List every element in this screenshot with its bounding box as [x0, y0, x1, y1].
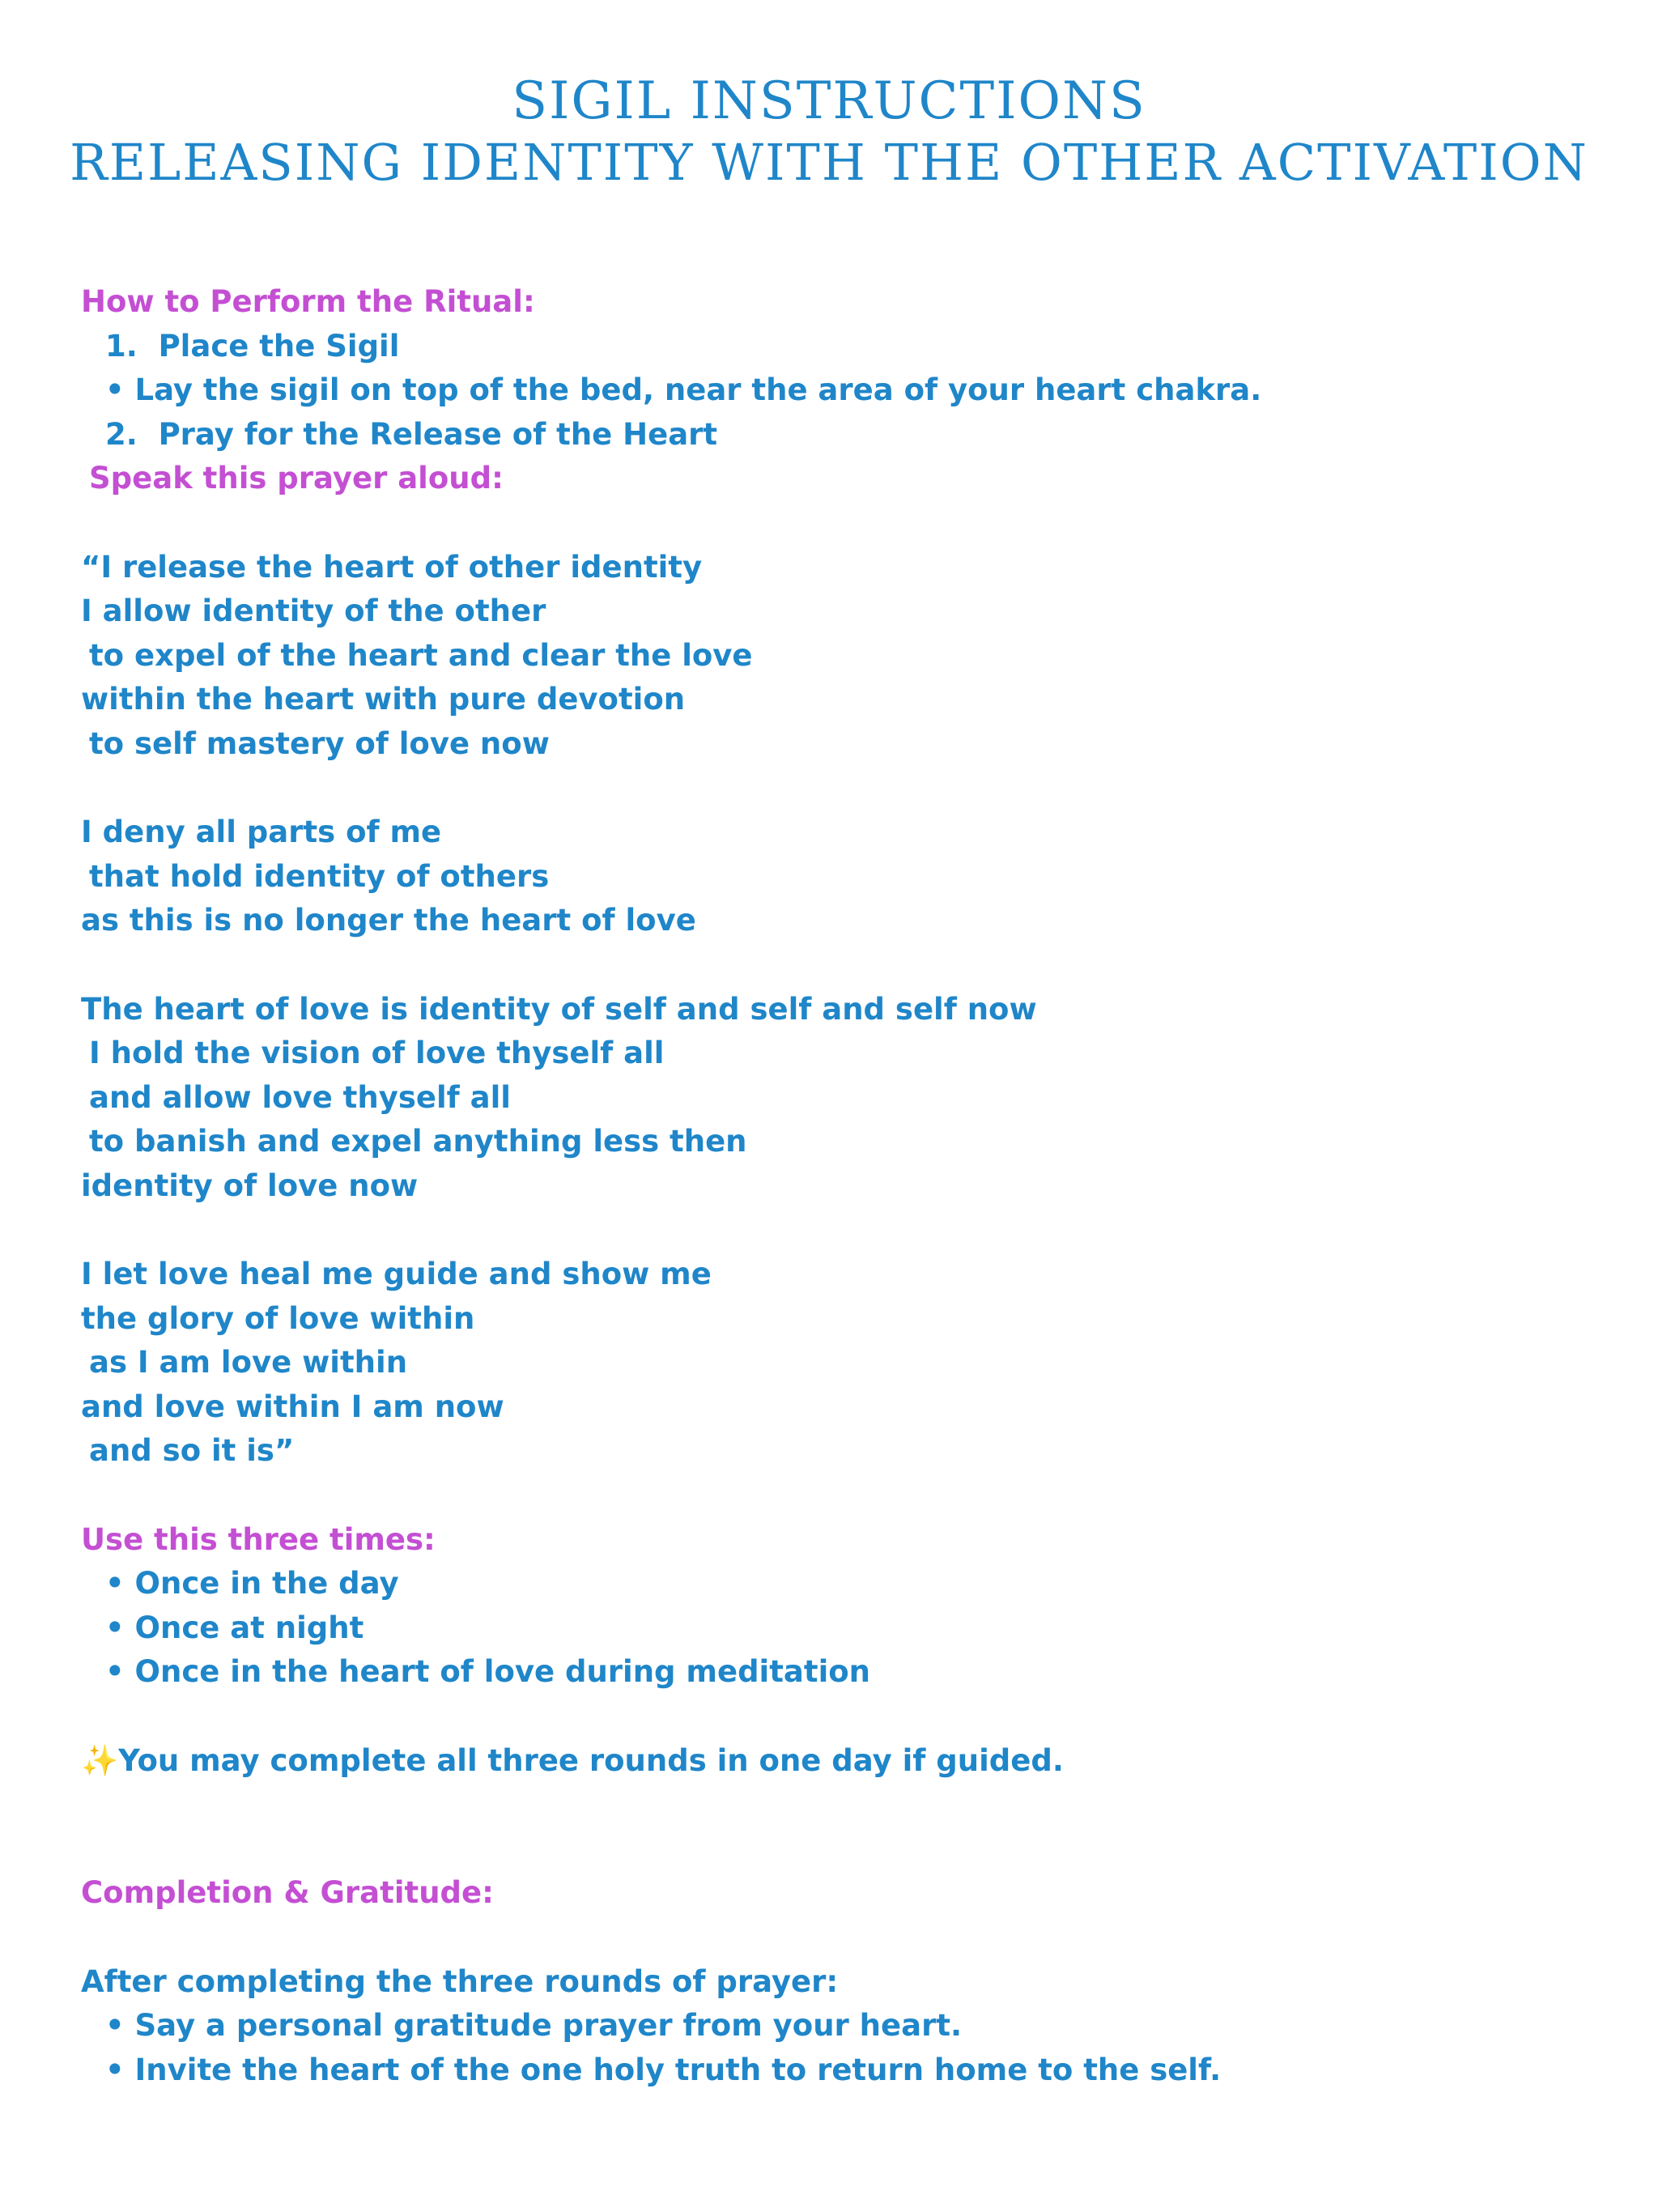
completion-bullet: • Say a personal gratitude prayer from your heart.: [105, 2008, 963, 2044]
completion-bullet: • Invite the heart of the one holy truth to return home to the self.: [105, 2052, 1222, 2087]
spacer: [81, 767, 1603, 811]
prayer-line: to expel of the heart and clear the love: [89, 637, 753, 673]
prayer-line: I hold the vision of love thyself all: [89, 1036, 665, 1071]
times-bullet: • Once in the day: [105, 1566, 399, 1602]
times-heading: Use this three times:: [81, 1521, 436, 1557]
prayer-line: and so it is”: [89, 1433, 295, 1469]
prayer-line: “I release the heart of other identity: [81, 549, 703, 585]
spacer: [81, 1827, 1603, 1872]
prayer-line: to self mastery of love now: [89, 725, 550, 761]
spacer: [81, 1783, 1603, 1827]
spacer: [81, 1695, 1603, 1739]
prayer-line: and allow love thyself all: [89, 1079, 511, 1115]
spacer: [81, 1208, 1603, 1253]
prayer-line: the glory of love within: [81, 1300, 475, 1336]
step-1: 1. Place the Sigil: [105, 328, 400, 364]
prayer-line: The heart of love is identity of self and self and self now: [81, 991, 1037, 1027]
prayer-line: and love within I am now: [81, 1389, 504, 1424]
prayer-line: that hold identity of others: [89, 858, 550, 894]
completion-intro: After completing the three rounds of prayer:: [81, 1963, 839, 1999]
title-line-1: SIGIL INSTRUCTIONS: [512, 71, 1146, 131]
spacer: [81, 501, 1603, 546]
spacer: [81, 1474, 1603, 1518]
step-1-bullet: • Lay the sigil on top of the bed, near the area of your heart chakra.: [105, 372, 1262, 408]
times-bullet: • Once in the heart of love during meditation: [105, 1654, 871, 1690]
sparkles-icon: ✨: [81, 1742, 119, 1778]
prayer-line: I let love heal me guide and show me: [81, 1257, 712, 1292]
prayer-line: to banish and expel anything less then: [89, 1124, 747, 1159]
prayer-line: I allow identity of the other: [81, 593, 546, 629]
title-line-2: RELEASING IDENTITY WITH THE OTHER ACTIVATION: [70, 133, 1588, 192]
guidance-note-text: You may complete all three rounds in one day if guided.: [118, 1742, 1064, 1778]
step-2: 2. Pray for the Release of the Heart: [105, 416, 718, 452]
completion-heading: Completion & Gratitude:: [81, 1875, 494, 1911]
prayer-line: I deny all parts of me: [81, 815, 442, 850]
prayer-intro: Speak this prayer aloud:: [89, 461, 504, 496]
prayer-line: as this is no longer the heart of love: [81, 903, 696, 938]
spacer: [81, 943, 1603, 988]
prayer-line: within the heart with pure devotion: [81, 682, 686, 717]
spacer: [81, 1916, 1603, 1960]
prayer-line: identity of love now: [81, 1168, 419, 1203]
prayer-line: as I am love within: [89, 1345, 408, 1380]
ritual-heading: How to Perform the Ritual:: [81, 284, 535, 319]
times-bullet: • Once at night: [105, 1610, 364, 1645]
guidance-note: [81, 1739, 1603, 1784]
document-body: [81, 280, 1603, 2092]
